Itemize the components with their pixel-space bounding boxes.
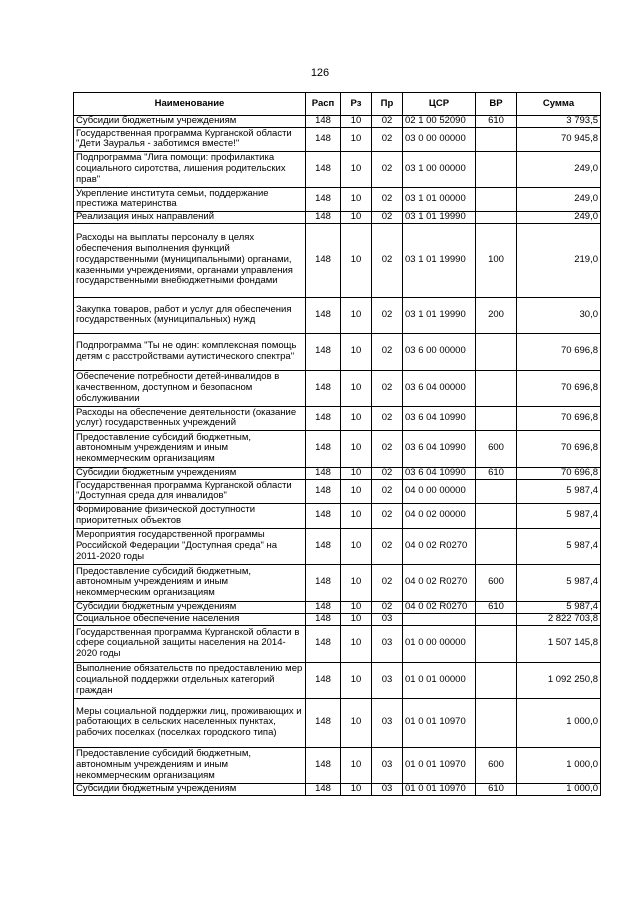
table-row xyxy=(74,430,601,467)
cell-name: Расходы на выплаты персоналу в целях обеспечения выполнения функций государственными (муниципальными) органами, казенными учреждениями, органами управления государственными внебюджетными фондами xyxy=(74,223,306,297)
table-row xyxy=(74,528,601,564)
cell-rz: 10 xyxy=(341,211,372,223)
table-row xyxy=(74,503,601,528)
cell-vr: 600 xyxy=(476,747,517,783)
header-rasp: Расп xyxy=(306,93,341,116)
cell-vr: 100 xyxy=(476,223,517,297)
cell-rasp: 148 xyxy=(306,151,341,187)
cell-vr xyxy=(476,187,517,211)
table-row xyxy=(74,747,601,783)
cell-sum: 5 987,4 xyxy=(517,528,601,564)
cell-pr: 02 xyxy=(372,297,403,333)
cell-vr xyxy=(476,479,517,503)
cell-pr: 02 xyxy=(372,503,403,528)
cell-rz: 10 xyxy=(341,625,372,662)
cell-vr: 610 xyxy=(476,601,517,613)
cell-rasp: 148 xyxy=(306,430,341,467)
cell-vr: 600 xyxy=(476,564,517,601)
cell-pr: 02 xyxy=(372,151,403,187)
cell-rz: 10 xyxy=(341,127,372,151)
table-row xyxy=(74,783,601,795)
cell-vr xyxy=(476,625,517,662)
cell-rz: 10 xyxy=(341,187,372,211)
cell-rasp: 148 xyxy=(306,297,341,333)
cell-name: Субсидии бюджетным учреждениям xyxy=(74,783,306,795)
cell-vr xyxy=(476,503,517,528)
cell-pr: 02 xyxy=(372,211,403,223)
cell-rasp: 148 xyxy=(306,406,341,430)
cell-rz: 10 xyxy=(341,662,372,698)
cell-rasp: 148 xyxy=(306,127,341,151)
cell-sum: 3 793,5 xyxy=(517,116,601,128)
cell-vr xyxy=(476,406,517,430)
header-rz: Рз xyxy=(341,93,372,116)
cell-sum: 70 696,8 xyxy=(517,333,601,370)
cell-name: Предоставление субсидий бюджетным, автономным учреждениям и иным некоммерческим организациям xyxy=(74,747,306,783)
table-row xyxy=(74,662,601,698)
cell-csr: 03 6 04 10990 xyxy=(403,467,476,479)
cell-vr xyxy=(476,127,517,151)
cell-pr: 02 xyxy=(372,333,403,370)
cell-sum: 249,0 xyxy=(517,187,601,211)
cell-vr xyxy=(476,151,517,187)
cell-csr: 03 1 01 19990 xyxy=(403,297,476,333)
cell-name: Мероприятия государственной программы Российской Федерации "Доступная среда" на 2011-2020 годы xyxy=(74,528,306,564)
cell-pr: 02 xyxy=(372,564,403,601)
header-pr: Пр xyxy=(372,93,403,116)
cell-rz: 10 xyxy=(341,564,372,601)
cell-name: Обеспечение потребности детей-инвалидов в качественном, доступном и безопасном обслуживании xyxy=(74,370,306,406)
cell-pr: 03 xyxy=(372,783,403,795)
cell-rz: 10 xyxy=(341,503,372,528)
cell-pr: 02 xyxy=(372,467,403,479)
cell-sum: 5 987,4 xyxy=(517,564,601,601)
cell-rz: 10 xyxy=(341,297,372,333)
cell-name: Субсидии бюджетным учреждениям xyxy=(74,116,306,128)
table-row xyxy=(74,613,601,625)
cell-sum: 30,0 xyxy=(517,297,601,333)
cell-rz: 10 xyxy=(341,333,372,370)
cell-name: Меры социальной поддержки лиц, проживающих и работающих в сельских населенных пунктах, рабочих поселках (поселках городского типа) xyxy=(74,698,306,747)
table-row xyxy=(74,406,601,430)
cell-csr: 03 6 00 00000 xyxy=(403,333,476,370)
cell-rz: 10 xyxy=(341,783,372,795)
cell-pr: 03 xyxy=(372,747,403,783)
cell-name: Выполнение обязательств по предоставлению мер социальной поддержки отдельных категорий граждан xyxy=(74,662,306,698)
cell-csr: 03 0 00 00000 xyxy=(403,127,476,151)
cell-sum: 249,0 xyxy=(517,151,601,187)
cell-csr: 04 0 02 R0270 xyxy=(403,528,476,564)
cell-rasp: 148 xyxy=(306,479,341,503)
cell-rasp: 148 xyxy=(306,370,341,406)
cell-sum: 1 507 145,8 xyxy=(517,625,601,662)
cell-vr xyxy=(476,370,517,406)
cell-rasp: 148 xyxy=(306,503,341,528)
cell-pr: 02 xyxy=(372,187,403,211)
cell-sum: 70 945,8 xyxy=(517,127,601,151)
cell-rz: 10 xyxy=(341,747,372,783)
cell-rasp: 148 xyxy=(306,698,341,747)
cell-rz: 10 xyxy=(341,698,372,747)
cell-name: Подпрограмма "Лига помощи: профилактика социального сиротства, лишения родительских прав" xyxy=(74,151,306,187)
cell-name: Субсидии бюджетным учреждениям xyxy=(74,601,306,613)
table-row xyxy=(74,698,601,747)
cell-sum: 5 987,4 xyxy=(517,479,601,503)
table-row xyxy=(74,370,601,406)
cell-rasp: 148 xyxy=(306,211,341,223)
table-row xyxy=(74,625,601,662)
cell-vr xyxy=(476,662,517,698)
cell-sum: 70 696,8 xyxy=(517,467,601,479)
cell-csr: 04 0 02 00000 xyxy=(403,503,476,528)
table-row xyxy=(74,479,601,503)
cell-pr: 03 xyxy=(372,625,403,662)
cell-rz: 10 xyxy=(341,479,372,503)
cell-csr: 03 1 01 00000 xyxy=(403,187,476,211)
cell-csr: 01 0 01 10970 xyxy=(403,783,476,795)
cell-sum: 219,0 xyxy=(517,223,601,297)
header-csr: ЦСР xyxy=(403,93,476,116)
table-row xyxy=(74,211,601,223)
cell-sum: 1 000,0 xyxy=(517,698,601,747)
cell-pr: 02 xyxy=(372,127,403,151)
table-row xyxy=(74,151,601,187)
header-sum: Сумма xyxy=(517,93,601,116)
page-number: 126 xyxy=(310,67,330,79)
cell-vr: 610 xyxy=(476,116,517,128)
cell-pr: 03 xyxy=(372,662,403,698)
cell-pr: 02 xyxy=(372,116,403,128)
cell-pr: 03 xyxy=(372,698,403,747)
cell-rz: 10 xyxy=(341,151,372,187)
cell-rasp: 148 xyxy=(306,333,341,370)
cell-csr: 03 1 01 19990 xyxy=(403,211,476,223)
cell-csr xyxy=(403,613,476,625)
cell-rasp: 148 xyxy=(306,601,341,613)
cell-sum: 5 987,4 xyxy=(517,601,601,613)
header-name: Наименование xyxy=(74,93,306,116)
cell-rz: 10 xyxy=(341,116,372,128)
cell-csr: 04 0 00 00000 xyxy=(403,479,476,503)
table-row xyxy=(74,127,601,151)
budget-table xyxy=(73,92,601,796)
cell-rasp: 148 xyxy=(306,747,341,783)
cell-rasp: 148 xyxy=(306,613,341,625)
cell-rz: 10 xyxy=(341,430,372,467)
cell-name: Укрепление института семьи, поддержание престижа материнства xyxy=(74,187,306,211)
table-row xyxy=(74,116,601,128)
cell-pr: 02 xyxy=(372,430,403,467)
cell-name: Формирование физической доступности приоритетных объектов xyxy=(74,503,306,528)
cell-rz: 10 xyxy=(341,223,372,297)
cell-rz: 10 xyxy=(341,370,372,406)
cell-name: Подпрограмма "Ты не один: комплексная помощь детям с расстройствами аутистического спектра" xyxy=(74,333,306,370)
cell-vr xyxy=(476,333,517,370)
cell-rz: 10 xyxy=(341,613,372,625)
cell-name: Государственная программа Курганской области в сфере социальной защиты населения на 2014-2020 годы xyxy=(74,625,306,662)
cell-csr: 01 0 01 00000 xyxy=(403,662,476,698)
cell-sum: 1 000,0 xyxy=(517,747,601,783)
cell-name: Субсидии бюджетным учреждениям xyxy=(74,467,306,479)
cell-name: Государственная программа Курганской области "Дети Зауралья - заботимся вместе!" xyxy=(74,127,306,151)
cell-vr xyxy=(476,528,517,564)
cell-rasp: 148 xyxy=(306,467,341,479)
cell-sum: 1 092 250,8 xyxy=(517,662,601,698)
cell-rasp: 148 xyxy=(306,187,341,211)
cell-name: Государственная программа Курганской области "Доступная среда для инвалидов" xyxy=(74,479,306,503)
table-row xyxy=(74,467,601,479)
cell-rz: 10 xyxy=(341,406,372,430)
cell-vr: 600 xyxy=(476,430,517,467)
cell-csr: 03 6 04 10990 xyxy=(403,406,476,430)
cell-csr: 02 1 00 52090 xyxy=(403,116,476,128)
cell-name: Предоставление субсидий бюджетным, автономным учреждениям и иным некоммерческим организациям xyxy=(74,564,306,601)
cell-pr: 02 xyxy=(372,528,403,564)
cell-rasp: 148 xyxy=(306,223,341,297)
cell-csr: 03 6 04 00000 xyxy=(403,370,476,406)
cell-rz: 10 xyxy=(341,528,372,564)
table-row xyxy=(74,333,601,370)
cell-pr: 02 xyxy=(372,406,403,430)
table-body xyxy=(74,116,601,796)
table-row xyxy=(74,187,601,211)
cell-sum: 70 696,8 xyxy=(517,406,601,430)
header-vr: ВР xyxy=(476,93,517,116)
cell-sum: 249,0 xyxy=(517,211,601,223)
cell-pr: 02 xyxy=(372,601,403,613)
cell-sum: 70 696,8 xyxy=(517,370,601,406)
cell-csr: 03 6 04 10990 xyxy=(403,430,476,467)
cell-sum: 5 987,4 xyxy=(517,503,601,528)
cell-csr: 01 0 01 10970 xyxy=(403,747,476,783)
cell-csr: 04 0 02 R0270 xyxy=(403,564,476,601)
cell-name: Предоставление субсидий бюджетным, автономным учреждениям и иным некоммерческим организациям xyxy=(74,430,306,467)
cell-rasp: 148 xyxy=(306,783,341,795)
cell-name: Расходы на обеспечение деятельности (оказание услуг) государственных учреждений xyxy=(74,406,306,430)
cell-csr: 04 0 02 R0270 xyxy=(403,601,476,613)
cell-rz: 10 xyxy=(341,467,372,479)
table-row xyxy=(74,223,601,297)
cell-sum: 2 822 703,8 xyxy=(517,613,601,625)
cell-name: Реализация иных направлений xyxy=(74,211,306,223)
cell-pr: 03 xyxy=(372,613,403,625)
cell-pr: 02 xyxy=(372,479,403,503)
table-header-row xyxy=(74,93,601,116)
cell-pr: 02 xyxy=(372,370,403,406)
cell-pr: 02 xyxy=(372,223,403,297)
cell-vr: 610 xyxy=(476,783,517,795)
cell-rasp: 148 xyxy=(306,528,341,564)
cell-rasp: 148 xyxy=(306,116,341,128)
cell-rasp: 148 xyxy=(306,625,341,662)
cell-vr: 610 xyxy=(476,467,517,479)
cell-vr xyxy=(476,698,517,747)
cell-csr: 01 0 01 10970 xyxy=(403,698,476,747)
cell-csr: 01 0 00 00000 xyxy=(403,625,476,662)
cell-name: Закупка товаров, работ и услуг для обеспечения государственных (муниципальных) нужд xyxy=(74,297,306,333)
cell-sum: 1 000,0 xyxy=(517,783,601,795)
cell-vr: 200 xyxy=(476,297,517,333)
cell-name: Социальное обеспечение населения xyxy=(74,613,306,625)
table-row xyxy=(74,297,601,333)
cell-csr: 03 1 01 19990 xyxy=(403,223,476,297)
cell-vr xyxy=(476,613,517,625)
table-row xyxy=(74,564,601,601)
table-row xyxy=(74,601,601,613)
cell-vr xyxy=(476,211,517,223)
cell-rz: 10 xyxy=(341,601,372,613)
cell-rasp: 148 xyxy=(306,564,341,601)
cell-csr: 03 1 00 00000 xyxy=(403,151,476,187)
cell-sum: 70 696,8 xyxy=(517,430,601,467)
cell-rasp: 148 xyxy=(306,662,341,698)
